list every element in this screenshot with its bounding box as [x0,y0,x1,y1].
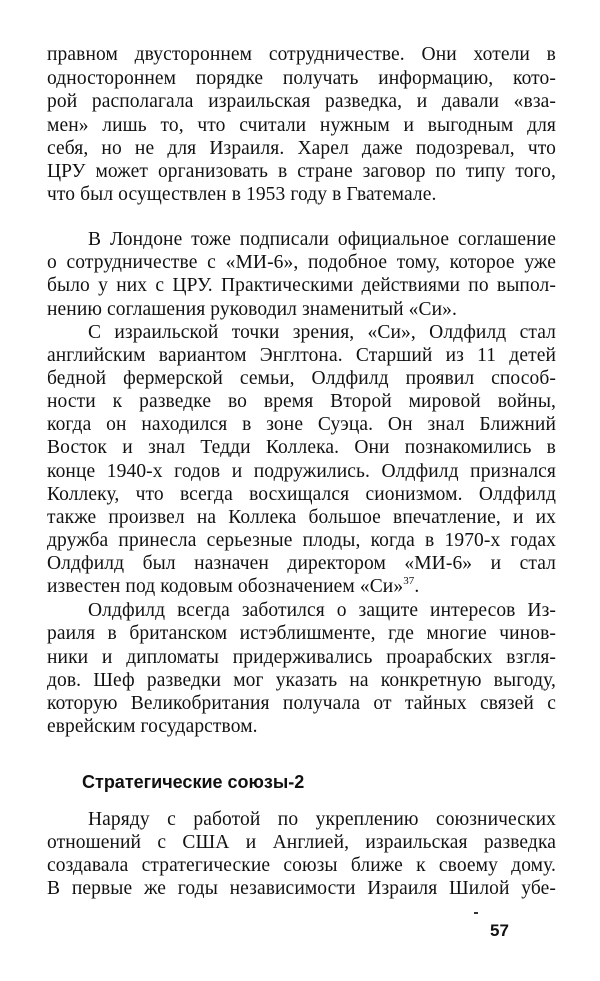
text-line: конце 1940-х годов и подружились. Олдфилд признался [47,461,556,482]
text-line: когда он находился в зоне Суэца. Он знал Ближний [47,414,556,435]
line-end-period: . [414,576,420,597]
text-line: что был осуществлен в 1953 году в Гватемале. [47,184,437,205]
text-line: Восток и знал Тедди Коллека. Они познакомились в [47,437,556,458]
text-line: также произвел на Коллека большое впечатление, и их [47,507,556,528]
text-line: ники и дипломаты придерживались проарабских взгля- [47,647,556,668]
text-line: было у них с ЦРУ. Практическими действиями по выпол- [47,275,556,296]
text-line: раиля в британском истэблишменте, где многие чинов- [47,623,556,644]
print-mark [474,912,478,914]
text-line: рой располагала израильская разведка, и давали «вза- [47,91,556,112]
text-line [47,575,556,599]
footnote-marker: 37 [403,575,415,587]
text-line: В первые же годы независимости Израиля Шилой убе- [47,878,556,899]
text-line: себя, но не для Израиля. Харел даже подозревал, что [47,138,556,159]
text-line: о сотрудничестве с «МИ-6», подобное тому, которое уже [47,252,556,273]
text-line: Олдфилд был назначен директором «МИ-6» и стал [47,553,556,574]
section-heading: Стратегические союзы-2 [82,772,305,792]
text-line: Олдфилд всегда заботился о защите интересов Из- [88,600,556,621]
text-line: дов. Шеф разведки мог указать на конкретную выгоду, [47,670,556,691]
page-number: 57 [490,921,509,940]
text-line: дружба принесла серьезные плоды, когда в 1970-х годах [47,530,556,551]
text-line: которую Великобритания получала от тайных связей с [47,693,556,714]
text-line: В Лондоне тоже подписали официальное соглашение [88,229,556,250]
text-line: Коллеку, что всегда восхищался сионизмом. Олдфилд [47,484,556,505]
text-line: мен» лишь то, что считали нужным и выгодным для [47,115,556,136]
text-line: одностороннем порядке получать информацию, кото- [47,68,556,89]
text-line: нению соглашения руководил знаменитый «Си». [47,299,458,320]
text-line: английским вариантом Энглтона. Старший из 11 детей [47,345,556,366]
text-line: правном двустороннем сотрудничестве. Они хотели в [47,44,556,65]
text-line: С израильской точки зрения, «Си», Олдфилд стал [88,322,556,343]
text-line-content: известен под кодовым обозначением «Си» [47,576,404,597]
text-line: ЦРУ может организовать в стране заговор по типу того, [47,161,556,182]
text-line: создавала стратегические союзы ближе к своему дому. [47,855,556,876]
text-line: бедной фермерской семьи, Олдфилд проявил способ- [47,368,556,389]
text-line: ности к разведке во время Второй мировой войны, [47,391,556,412]
text-line: еврейским государством. [47,716,258,737]
text-line: Наряду с работой по укреплению союзнических [88,809,556,830]
text-line: отношений с США и Англией, израильская разведка [47,832,556,853]
